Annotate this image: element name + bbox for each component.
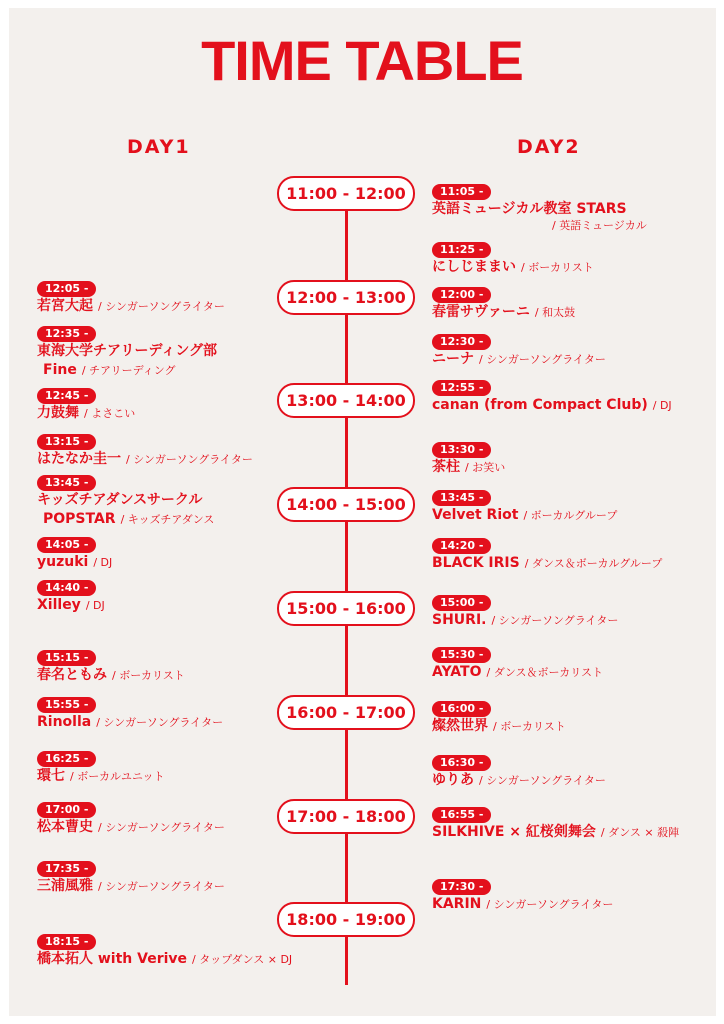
performer-genre: / ボーカリスト [493, 720, 566, 733]
performer-genre: / キッズチアダンス [120, 513, 215, 526]
performer-genre: / シンガーソングライター [486, 898, 614, 911]
day1-entry [37, 857, 225, 896]
day2-entry [432, 875, 613, 914]
performer-genre: / ダンス＆ボーカルグループ [524, 557, 663, 570]
day2-entry [432, 238, 594, 277]
performer-name: 春雷サヴァーニ [432, 304, 530, 320]
performer-line [37, 553, 112, 572]
day1-entry [37, 384, 135, 423]
performer-name-cont: POPSTAR [43, 511, 116, 527]
day2-entry [432, 643, 603, 682]
start-time-badge: 11:05 - [432, 184, 491, 200]
time-slot-pill: 15:00 - 16:00 [277, 591, 415, 626]
performer-line [37, 450, 253, 469]
performer-name: KARIN [432, 896, 482, 912]
day2-entry [432, 803, 679, 842]
start-time-badge: 12:30 - [432, 334, 491, 350]
day1-entry [37, 533, 112, 572]
start-time-badge: 14:20 - [432, 538, 491, 554]
performer-name: SHURI. [432, 612, 487, 628]
start-time-badge: 16:30 - [432, 755, 491, 771]
performer-genre: / チアリーディング [81, 364, 176, 377]
start-time-badge: 16:55 - [432, 807, 491, 823]
start-time-badge: 12:35 - [37, 326, 96, 342]
start-time-badge: 12:45 - [37, 388, 96, 404]
start-time-badge: 11:25 - [432, 242, 491, 258]
performer-line [432, 771, 606, 790]
performer-name: 若宮大起 [37, 298, 93, 314]
performer-genre: / DJ [652, 399, 672, 412]
performer-line [37, 767, 165, 786]
performer-line [37, 404, 135, 423]
start-time-badge: 12:55 - [432, 380, 491, 396]
performer-genre: / タップダンス × DJ [192, 953, 293, 966]
performer-genre: / よさこい [84, 407, 136, 420]
day1-entry [37, 277, 225, 316]
start-time-badge: 16:25 - [37, 751, 96, 767]
performer-name: 英語ミュージカル教室 STARS [432, 201, 627, 217]
performer-genre: / お笑い [465, 461, 506, 474]
performer-line [37, 713, 223, 732]
performer-name: キッズチアダンスサークル [37, 492, 203, 508]
performer-line [432, 200, 647, 219]
performer-name: 東海大学チアリーディング部 [37, 343, 218, 359]
start-time-badge: 15:30 - [432, 647, 491, 663]
time-slot-pill: 18:00 - 19:00 [277, 902, 415, 937]
start-time-badge: 12:05 - [37, 281, 96, 297]
performer-genre: / シンガーソングライター [98, 300, 225, 313]
day1-entry [37, 646, 185, 685]
performer-genre: / シンガーソングライター [479, 353, 606, 366]
performer-genre: / ボーカルグループ [523, 509, 618, 522]
performer-genre: / シンガーソングライター [491, 614, 619, 627]
performer-name: はたなか圭一 [37, 451, 121, 467]
performer-genre: / DJ [85, 599, 105, 612]
performer-genre: / シンガーソングライター [96, 716, 224, 729]
day2-heading: DAY2 [517, 136, 581, 158]
day1-entry [37, 747, 165, 786]
day2-entry [432, 486, 617, 525]
performer-line [37, 342, 217, 361]
performer-genre: / ダンス＆ボーカリスト [486, 666, 604, 679]
performer-name: にしじままい [432, 259, 516, 275]
start-time-badge: 13:45 - [37, 475, 96, 491]
performer-line [37, 877, 225, 896]
performer-line [37, 297, 225, 316]
performer-name: ニーナ [432, 351, 474, 367]
performer-name: 橋本拓人 with Verive [37, 951, 188, 967]
start-time-badge: 17:35 - [37, 861, 96, 877]
performer-line [37, 950, 292, 969]
performer-line [432, 458, 505, 477]
performer-line [432, 554, 662, 573]
start-time-badge: 14:40 - [37, 580, 96, 596]
performer-name: 茶柱 [432, 459, 460, 475]
time-slot-pill: 14:00 - 15:00 [277, 487, 415, 522]
performer-name: 燦然世界 [432, 718, 488, 734]
performer-name: 三浦風雅 [37, 878, 93, 894]
performer-name: SILKHIVE × 紅桜剣舞会 [432, 824, 596, 840]
performer-genre: / シンガーソングライター [98, 821, 225, 834]
start-time-badge: 15:00 - [432, 595, 491, 611]
performer-line [432, 895, 613, 914]
day2-entry [432, 591, 618, 630]
performer-line [37, 361, 217, 380]
performer-name: ゆりあ [432, 772, 474, 788]
performer-line [432, 258, 594, 277]
performer-genre: / シンガーソングライター [98, 880, 225, 893]
day2-entry [432, 180, 647, 233]
page-title: TIME TABLE [201, 29, 523, 92]
start-time-badge: 12:00 - [432, 287, 491, 303]
time-slot-pill: 17:00 - 18:00 [277, 799, 415, 834]
time-slot-pill: 13:00 - 14:00 [277, 383, 415, 418]
performer-name: Rinolla [37, 714, 92, 730]
performer-name: 春名ともみ [37, 667, 107, 683]
start-time-badge: 13:15 - [37, 434, 96, 450]
performer-name: yuzuki [37, 554, 89, 570]
day1-entry [37, 930, 292, 969]
performer-genre: / シンガーソングライター [126, 453, 253, 466]
performer-genre: / シンガーソングライター [479, 774, 606, 787]
performer-line [37, 818, 225, 837]
day1-entry [37, 471, 214, 529]
performer-genre: / ボーカリスト [112, 669, 185, 682]
day1-entry [37, 430, 253, 469]
performer-genre: / DJ [93, 556, 113, 569]
performer-name: BLACK IRIS [432, 555, 520, 571]
performer-name: AYATO [432, 664, 482, 680]
day1-entry [37, 576, 105, 615]
performer-line [37, 596, 105, 615]
performer-genre: / ボーカリスト [521, 261, 594, 274]
performer-genre: / 英語ミュージカル [552, 219, 647, 232]
performer-name-cont: Fine [43, 362, 77, 378]
start-time-badge: 15:55 - [37, 697, 96, 713]
performer-line [37, 510, 214, 529]
performer-genre: / ボーカルユニット [70, 770, 165, 783]
performer-name: 環七 [37, 768, 65, 784]
day2-entry [432, 376, 672, 415]
performer-genre: / ダンス × 殺陣 [600, 826, 680, 839]
start-time-badge: 14:05 - [37, 537, 96, 553]
day2-entry [432, 534, 662, 573]
start-time-badge: 17:30 - [432, 879, 491, 895]
day2-entry [432, 751, 606, 790]
performer-name: 松本曹史 [37, 819, 93, 835]
performer-line [432, 303, 575, 322]
performer-line [432, 611, 618, 630]
day1-heading: DAY1 [127, 136, 191, 158]
day2-entry [432, 697, 566, 736]
time-slot-pill: 16:00 - 17:00 [277, 695, 415, 730]
performer-name: Velvet Riot [432, 507, 519, 523]
start-time-badge: 17:00 - [37, 802, 96, 818]
performer-name: 力鼓舞 [37, 405, 79, 421]
day2-entry [432, 330, 606, 369]
performer-line [432, 396, 672, 415]
day1-entry [37, 798, 225, 837]
day1-entry [37, 322, 217, 380]
performer-name: Xilley [37, 597, 81, 613]
performer-line [432, 663, 603, 682]
start-time-badge: 16:00 - [432, 701, 491, 717]
start-time-badge: 13:30 - [432, 442, 491, 458]
day1-entry [37, 693, 223, 732]
day2-entry [432, 438, 505, 477]
performer-line [432, 717, 566, 736]
performer-line [37, 491, 214, 510]
time-slot-pill: 11:00 - 12:00 [277, 176, 415, 211]
performer-name: canan (from Compact Club) [432, 397, 648, 413]
start-time-badge: 13:45 - [432, 490, 491, 506]
performer-genre: / 和太鼓 [534, 306, 576, 319]
performer-line [37, 666, 185, 685]
start-time-badge: 18:15 - [37, 934, 96, 950]
performer-line [432, 823, 679, 842]
performer-line [432, 350, 606, 369]
performer-line [432, 506, 617, 525]
start-time-badge: 15:15 - [37, 650, 96, 666]
time-slot-pill: 12:00 - 13:00 [277, 280, 415, 315]
day2-entry [432, 283, 575, 322]
